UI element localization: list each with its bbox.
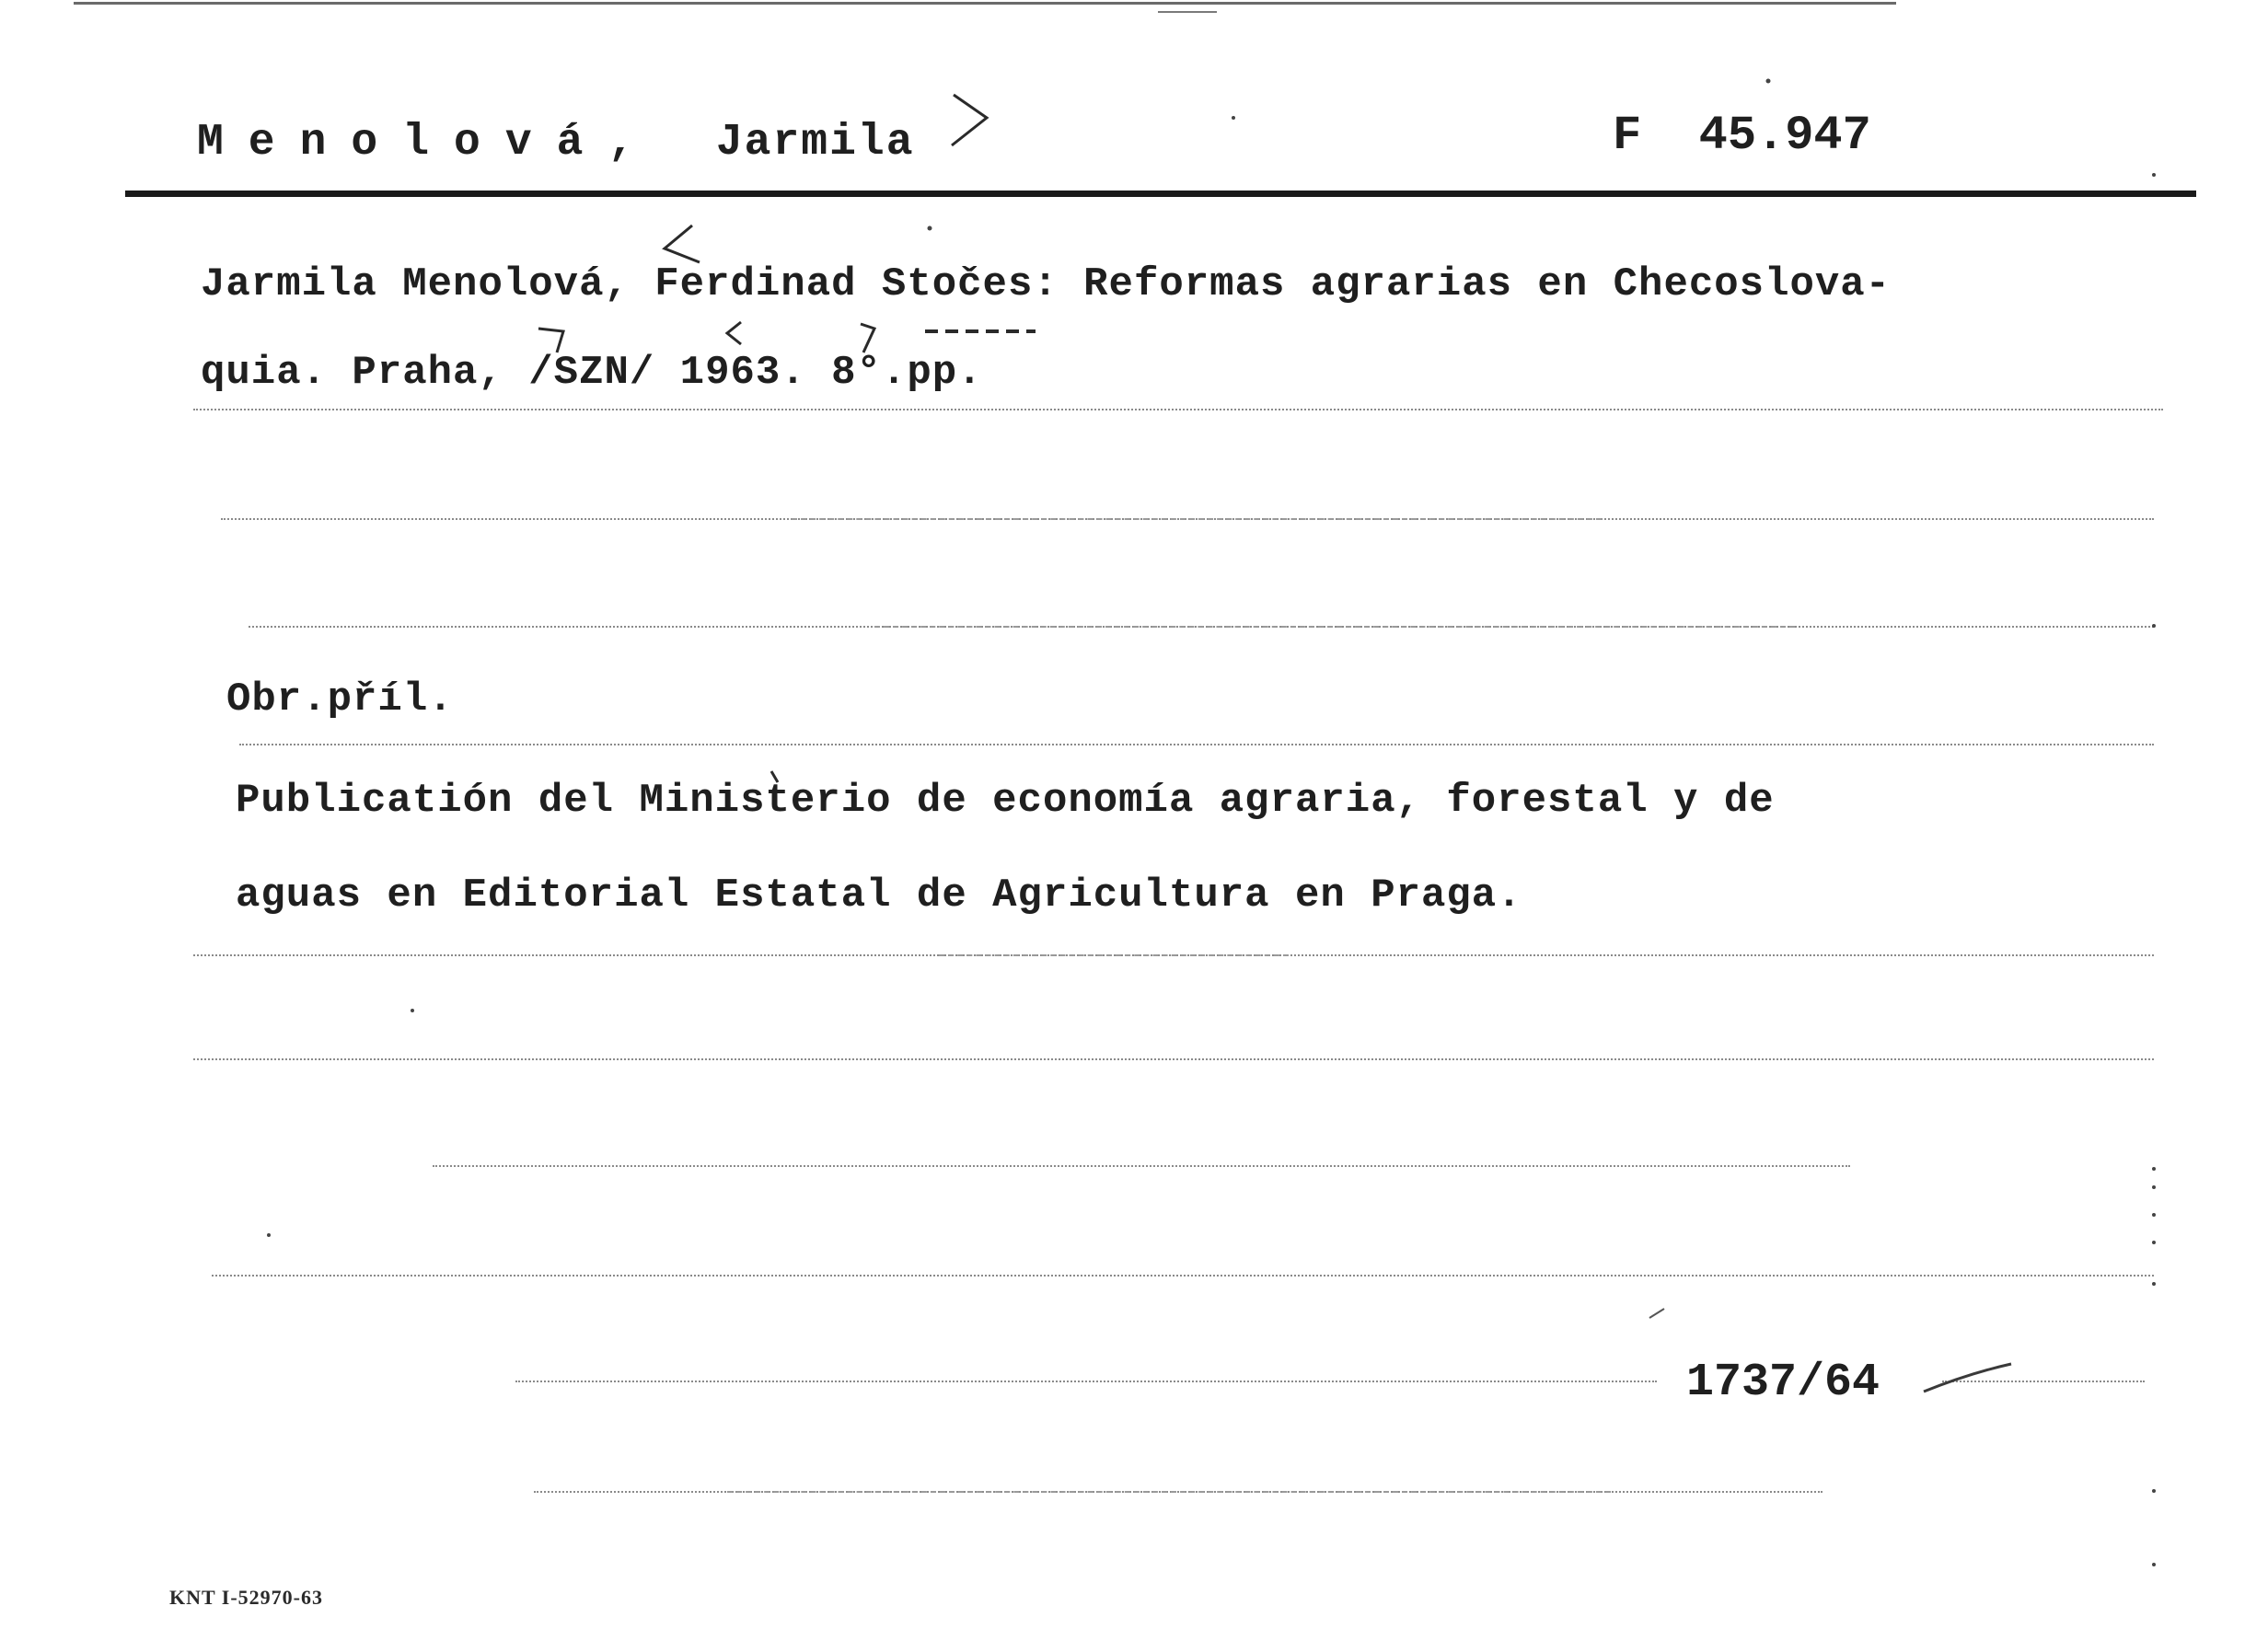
entry-line-1: Jarmila Menolová, Ferdinad Stočes: Reformas agrarias en Checoslova-: [201, 261, 1892, 307]
ink-speck: [2152, 624, 2156, 628]
illustration-note: Obr.příl.: [226, 676, 454, 722]
card-print-code: KNT I-52970-63: [169, 1586, 323, 1609]
ink-speck: [928, 226, 932, 231]
description-line-1: Publicatión del Ministerio de economía agraria, forestal y de: [236, 778, 1775, 824]
description-line-2: aguas en Editorial Estatal de Agricultura en Praga.: [236, 872, 1522, 918]
ink-speck: [2152, 1489, 2156, 1493]
pencil-stroke: [1924, 1364, 2011, 1392]
call-number: F 45.947: [1613, 109, 1871, 163]
ink-speck: [2152, 1213, 2156, 1217]
ink-speck: [2152, 173, 2156, 177]
handwritten-caret-mark: [727, 322, 741, 344]
accession-number: 1737/64: [1686, 1357, 1880, 1409]
handwritten-caret-mark: [665, 225, 700, 262]
ink-speck: [1232, 116, 1235, 120]
handwritten-caret-mark: [861, 324, 874, 352]
ink-speck: [2152, 1282, 2156, 1286]
handwritten-caret-mark: [952, 95, 987, 145]
ink-speck: [267, 1233, 271, 1237]
entry-line-2: quia. Praha, /SZN/ 1963. 8°.pp.: [201, 350, 983, 396]
ink-speck: [2152, 1241, 2156, 1244]
author-given-name: Jarmila: [715, 118, 915, 168]
ink-speck: [2152, 1167, 2156, 1171]
handwritten-caret-mark: [538, 329, 563, 352]
pencil-stroke: [1649, 1309, 1664, 1318]
ink-speck: [411, 1009, 414, 1012]
ink-speck: [2152, 1563, 2156, 1566]
handwritten-accent: [771, 771, 778, 782]
author-surname: Menolová,: [197, 118, 660, 168]
ink-speck: [2152, 1185, 2156, 1189]
ink-speck: [1766, 79, 1771, 84]
